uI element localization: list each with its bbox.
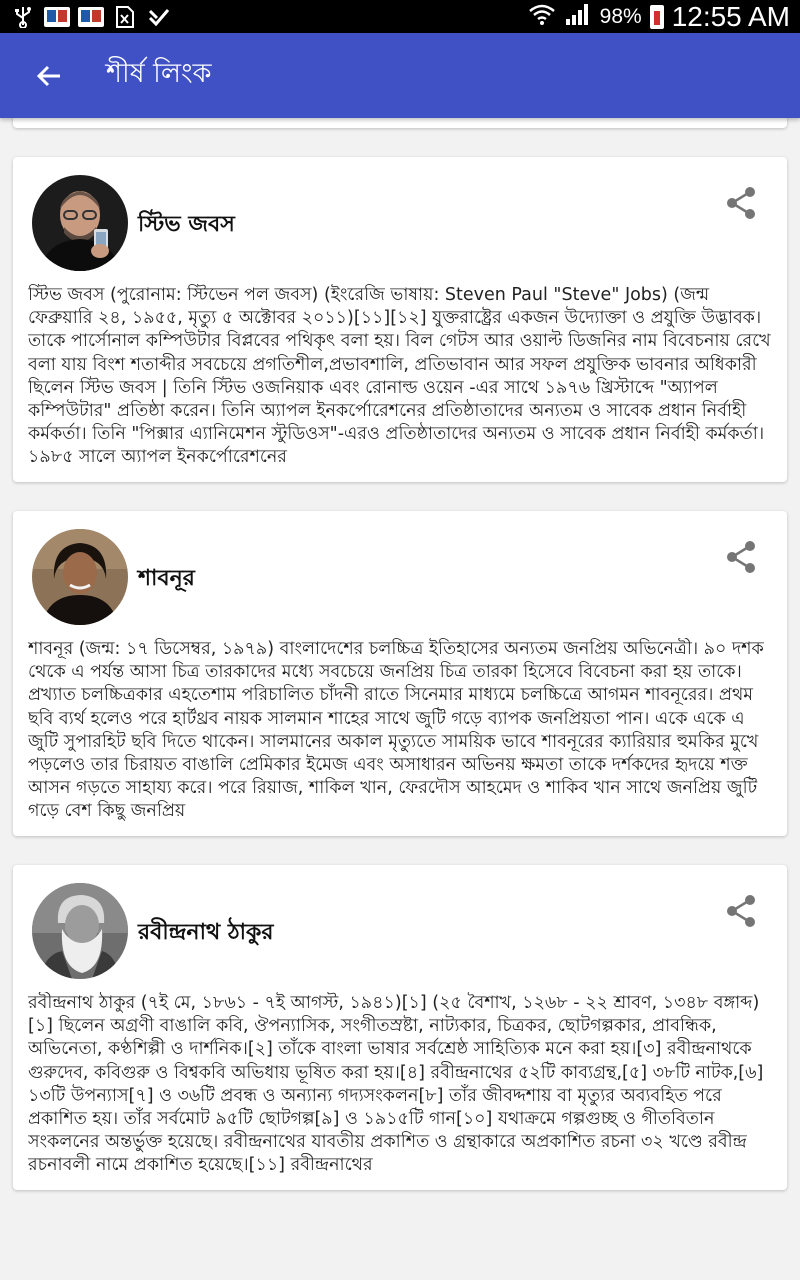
card-title: স্টিভ জবস: [138, 212, 235, 237]
share-button[interactable]: [723, 185, 759, 221]
battery-icon: [650, 5, 664, 29]
share-icon: [723, 539, 759, 575]
card-title: রবীন্দ্রনাথ ঠাকুর: [138, 920, 274, 945]
avatar: [32, 883, 128, 979]
clock: 12:55 AM: [671, 0, 790, 32]
wifi-icon: [528, 2, 556, 31]
list-item[interactable]: [13, 511, 787, 836]
share-icon: [723, 185, 759, 221]
list-item[interactable]: [13, 865, 787, 1190]
check-icon: [146, 6, 172, 28]
page-title: শীর্ষ লিংক: [106, 58, 212, 89]
card-description: রবীন্দ্রনাথ ঠাকুর (৭ই মে, ১৮৬১ - ৭ই আগস্ট, ১৯৪১)[১] (২৫ বৈশাখ, ১২৬৮ - ২২ শ্রাবণ, ১৩৪৮ বঙ্গাব্দ)[১] ছিলেন অগ্রণী বাঙালি কবি, ঔপন্যাসিক, সংগীতস্রষ্টা, নাট্যকার, চিত্রকর, ছোটগল্পকার, প্রাবন্ধিক, অভিনেতা, কণ্ঠশিল্পী ও দার্শনিক।[২] তাঁকে বাংলা ভাষার সর্বশ্রেষ্ঠ সাহিত্যিক মনে করা হয়।[৩] রবীন্দ্রনাথকে গুরুদেব, কবিগুরু ও বিশ্বকবি অভিধায় ভূষিত করা হয়।[৪] রবীন্দ্রনাথের ৫২টি কাব্যগ্রন্থ,[৫] ৩৮টি নাটক,[৬] ১৩টি উপন্যাস[৭] ও ৩৬টি প্রবন্ধ ও অন্যান্য গদ্যসংকলন[৮] তাঁর জীবদ্দশায় বা মৃত্যুর অব্যবহিত পরে প্রকাশিত হয়। তাঁর সর্বমোট ৯৫টি ছোটগল্প[৯] ও ১৯১৫টি গান[১০] যথাক্রমে গল্পগুচ্ছ ও গীতবিতান সংকলনের অন্তর্ভুক্ত হয়েছে। রবীন্দ্রনাথের যাবতীয় প্রকাশিত ও গ্রন্থাকারে অপ্রকাশিত রচনা ৩২ খণ্ডে রবীন্দ্র রচনাবলী নামে প্রকাশিত হয়েছে।[১১] রবীন্দ্রনাথের: [28, 993, 764, 1176]
app-bar: [0, 33, 800, 118]
sim-card-icon: [112, 6, 138, 28]
battery-percent: 98%: [599, 4, 642, 28]
status-bar: [0, 0, 800, 33]
card-description: শাবনূর (জন্ম: ১৭ ডিসেম্বর, ১৯৭৯) বাংলাদেশের চলচ্চিত্র ইতিহাসের অন্যতম জনপ্রিয় অভিনেত্রী। ৯০ দশক থেকে এ পর্যন্ত আসা চিত্র তারকাদের মধ্যে সবচেয়ে জনপ্রিয় চিত্র তারকা হিসেবে বিবেচনা করা হয় তাকে। প্রখ্যাত চলচ্চিত্রকার এহতেশাম পরিচালিত চাঁদনী রাতে সিনেমার মাধ্যমে চলচ্চিত্রে আগমন শাবনূরের। প্রথম ছবি ব্যর্থ হলেও পরে হার্টথ্রব নায়ক সালমান শাহের সাথে জুটি গড়ে ব্যাপক জনপ্রিয়তা পান। একে একে এ জুটি সুপারহিট ছবি দিতে থাকেন। সালমানের অকাল মৃত্যুতে সাময়িক ভাবে শাবনূরের ক্যারিয়ার হুমকির মুখে পড়লেও তার চিরায়ত বাঙালি প্রেমিকার ইমেজ এবং অসাধারন অভিনয় ক্ষমতা তাকে দর্শকদের হৃদয়ে শক্ত আসন গড়তে সাহায্য করে। পরে রিয়াজ, শাকিল খান, ফেরদৌস আহমেদ ও শাকিব খান সাথে জনপ্রিয় জুটি গড়ে বেশ কিছু জনপ্রিয়: [28, 639, 764, 822]
notification-icons: [0, 6, 172, 28]
list-item[interactable]: [13, 157, 787, 482]
avatar: [32, 529, 128, 625]
card-description: স্টিভ জবস (পুরোনাম: স্টিভেন পল জবস) (ইংরেজি ভাষায়: Steven Paul "Steve" Jobs) (জন্ম ফেব্রুয়ারি ২৪, ১৯৫৫, মৃত্যু ৫ অক্টোবর ২০১১)[১১][১২] যুক্তরাষ্ট্রের একজন উদ্যোক্তা ও প্রযুক্তি উদ্ভাবক। তাকে পার্সোনাল কম্পিউটার বিপ্লবের পথিকৃৎ বলা হয়। বিল গেটস আর ওয়াল্ট ডিজনির নাম বিবেচনায় রেখে বলা যায় বিংশ শতাব্দীর সবচেয়ে প্রগতিশীল,প্রভাবশালি, প্রতিভাবান আর সফল প্রযুক্তিক ভাবনার অধিকারী ছিলেন স্টিভ জবস | তিনি স্টিভ ওজনিয়াক এবং রোনাল্ড ওয়েন -এর সাথে ১৯৭৬ খ্রিস্টাব্দে "অ্যাপল কম্পিউটার" প্রতিষ্ঠা করেন। তিনি অ্যাপল ইনকর্পোরেশনের প্রতিষ্ঠাতাদের অন্যতম ও সাবেক প্রধান নির্বাহী কর্মকর্তা। তিনি "পিক্সার এ্যানিমেশন স্টুডিওস"-এরও প্রতিষ্ঠাতাদের অন্যতম ও সাবেক প্রধান নির্বাহী কর্মকর্তা। ১৯৮৫ সালে অ্যাপল ইনকর্পোরেশনের: [28, 285, 771, 468]
avatar: [32, 175, 128, 271]
usb-icon: [10, 6, 36, 28]
book-icon: [78, 6, 104, 28]
signal-icon: [564, 2, 592, 31]
back-button[interactable]: [19, 46, 79, 106]
card-title: শাবনূর: [138, 566, 195, 591]
share-button[interactable]: [723, 539, 759, 575]
share-button[interactable]: [723, 893, 759, 929]
share-icon: [723, 893, 759, 929]
book-icon: [44, 6, 70, 28]
system-status: [528, 1, 800, 33]
arrow-back-icon: [36, 63, 62, 89]
